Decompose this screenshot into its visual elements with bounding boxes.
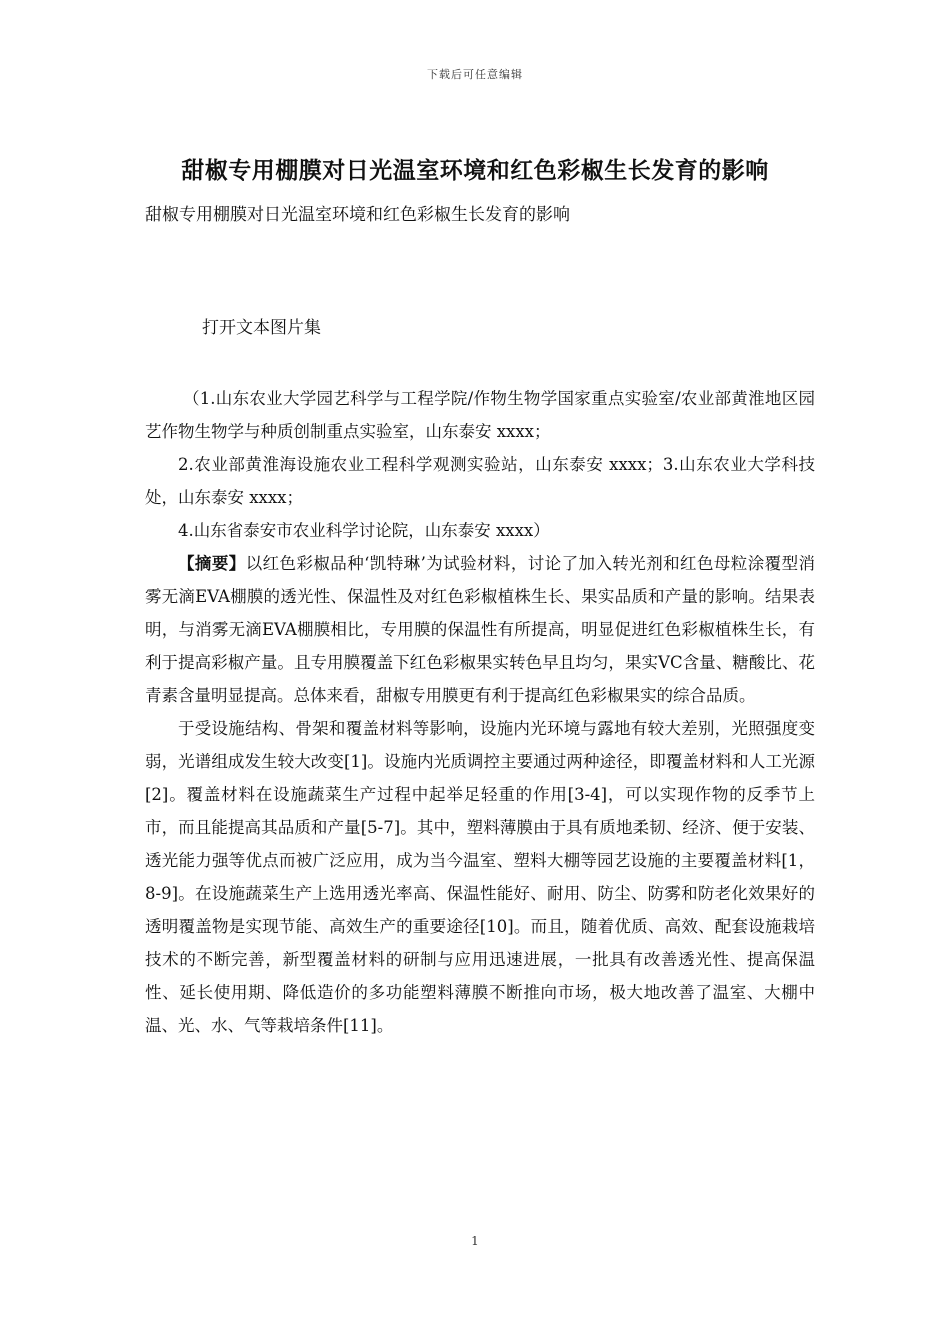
subtitle: 甜椒专用棚膜对日光温室环境和红色彩椒生长发育的影响 [145, 205, 570, 225]
abstract-label: 【摘要】 [178, 554, 246, 573]
abstract-paragraph [145, 547, 815, 712]
affiliation-line-2: 2.农业部黄淮海设施农业工程科学观测实验站，山东泰安 xxxx；3.山东农业大学科技处，山东泰安 xxxx； [145, 455, 815, 507]
page-number: 1 [471, 1234, 479, 1248]
affiliation-line-1: （1.山东农业大学园艺科学与工程学院/作物生物学国家重点实验室/农业部黄淮地区园艺作物生物学与种质创制重点实验室，山东泰安 xxxx； [145, 389, 815, 441]
body-text [145, 382, 815, 1042]
abstract-text: 以红色彩椒品种‘凯特琳’为试验材料，讨论了加入转光剂和红色母粒涂覆型消雾无滴EVA棚膜的透光性、保温性及对红色彩椒植株生长、果实品质和产量的影响。结果表明，与消雾无滴EVA棚膜相比，专用膜的保温性有所提高，明显促进红色彩椒植株生长，有利于提高彩椒产量。且专用膜覆盖下红色彩椒果实转色早且均匀，果实VC含量、糖酸比、花青素含量明显提高。总体来看，甜椒专用膜更有利于提高红色彩椒果实的综合品质。 [145, 554, 815, 705]
open-gallery-link[interactable]: 打开文本图片集 [202, 318, 321, 338]
header-note: 下载后可任意编辑 [427, 68, 523, 81]
intro-paragraph: 于受设施结构、骨架和覆盖材料等影响，设施内光环境与露地有较大差别，光照强度变弱，光谱组成发生较大改变[1]。设施内光质调控主要通过两种途径，即覆盖材料和人工光源[2]。覆盖材料在设施蔬菜生产过程中起举足轻重的作用[3-4]，可以实现作物的反季节上市，而且能提高其品质和产量[5-7]。其中，塑料薄膜由于具有质地柔韧、经济、便于安装、透光能力强等优点而被广泛应用，成为当今温室、塑料大棚等园艺设施的主要覆盖材料[1，8-9]。在设施蔬菜生产上选用透光率高、保温性能好、耐用、防尘、防雾和防老化效果好的透明覆盖物是实现节能、高效生产的重要途径[10]。而且，随着优质、高效、配套设施栽培技术的不断完善，新型覆盖材料的研制与应用迅速进展，一批具有改善透光性、提高保温性、延长使用期、降低造价的多功能塑料薄膜不断推向市场，极大地改善了温室、大棚中温、光、水、气等栽培条件[11]。 [145, 719, 815, 1035]
affiliation-line-3: 4.山东省泰安市农业科学讨论院，山东泰安 xxxx） [178, 521, 550, 540]
page-title: 甜椒专用棚膜对日光温室环境和红色彩椒生长发育的影响 [181, 158, 769, 184]
